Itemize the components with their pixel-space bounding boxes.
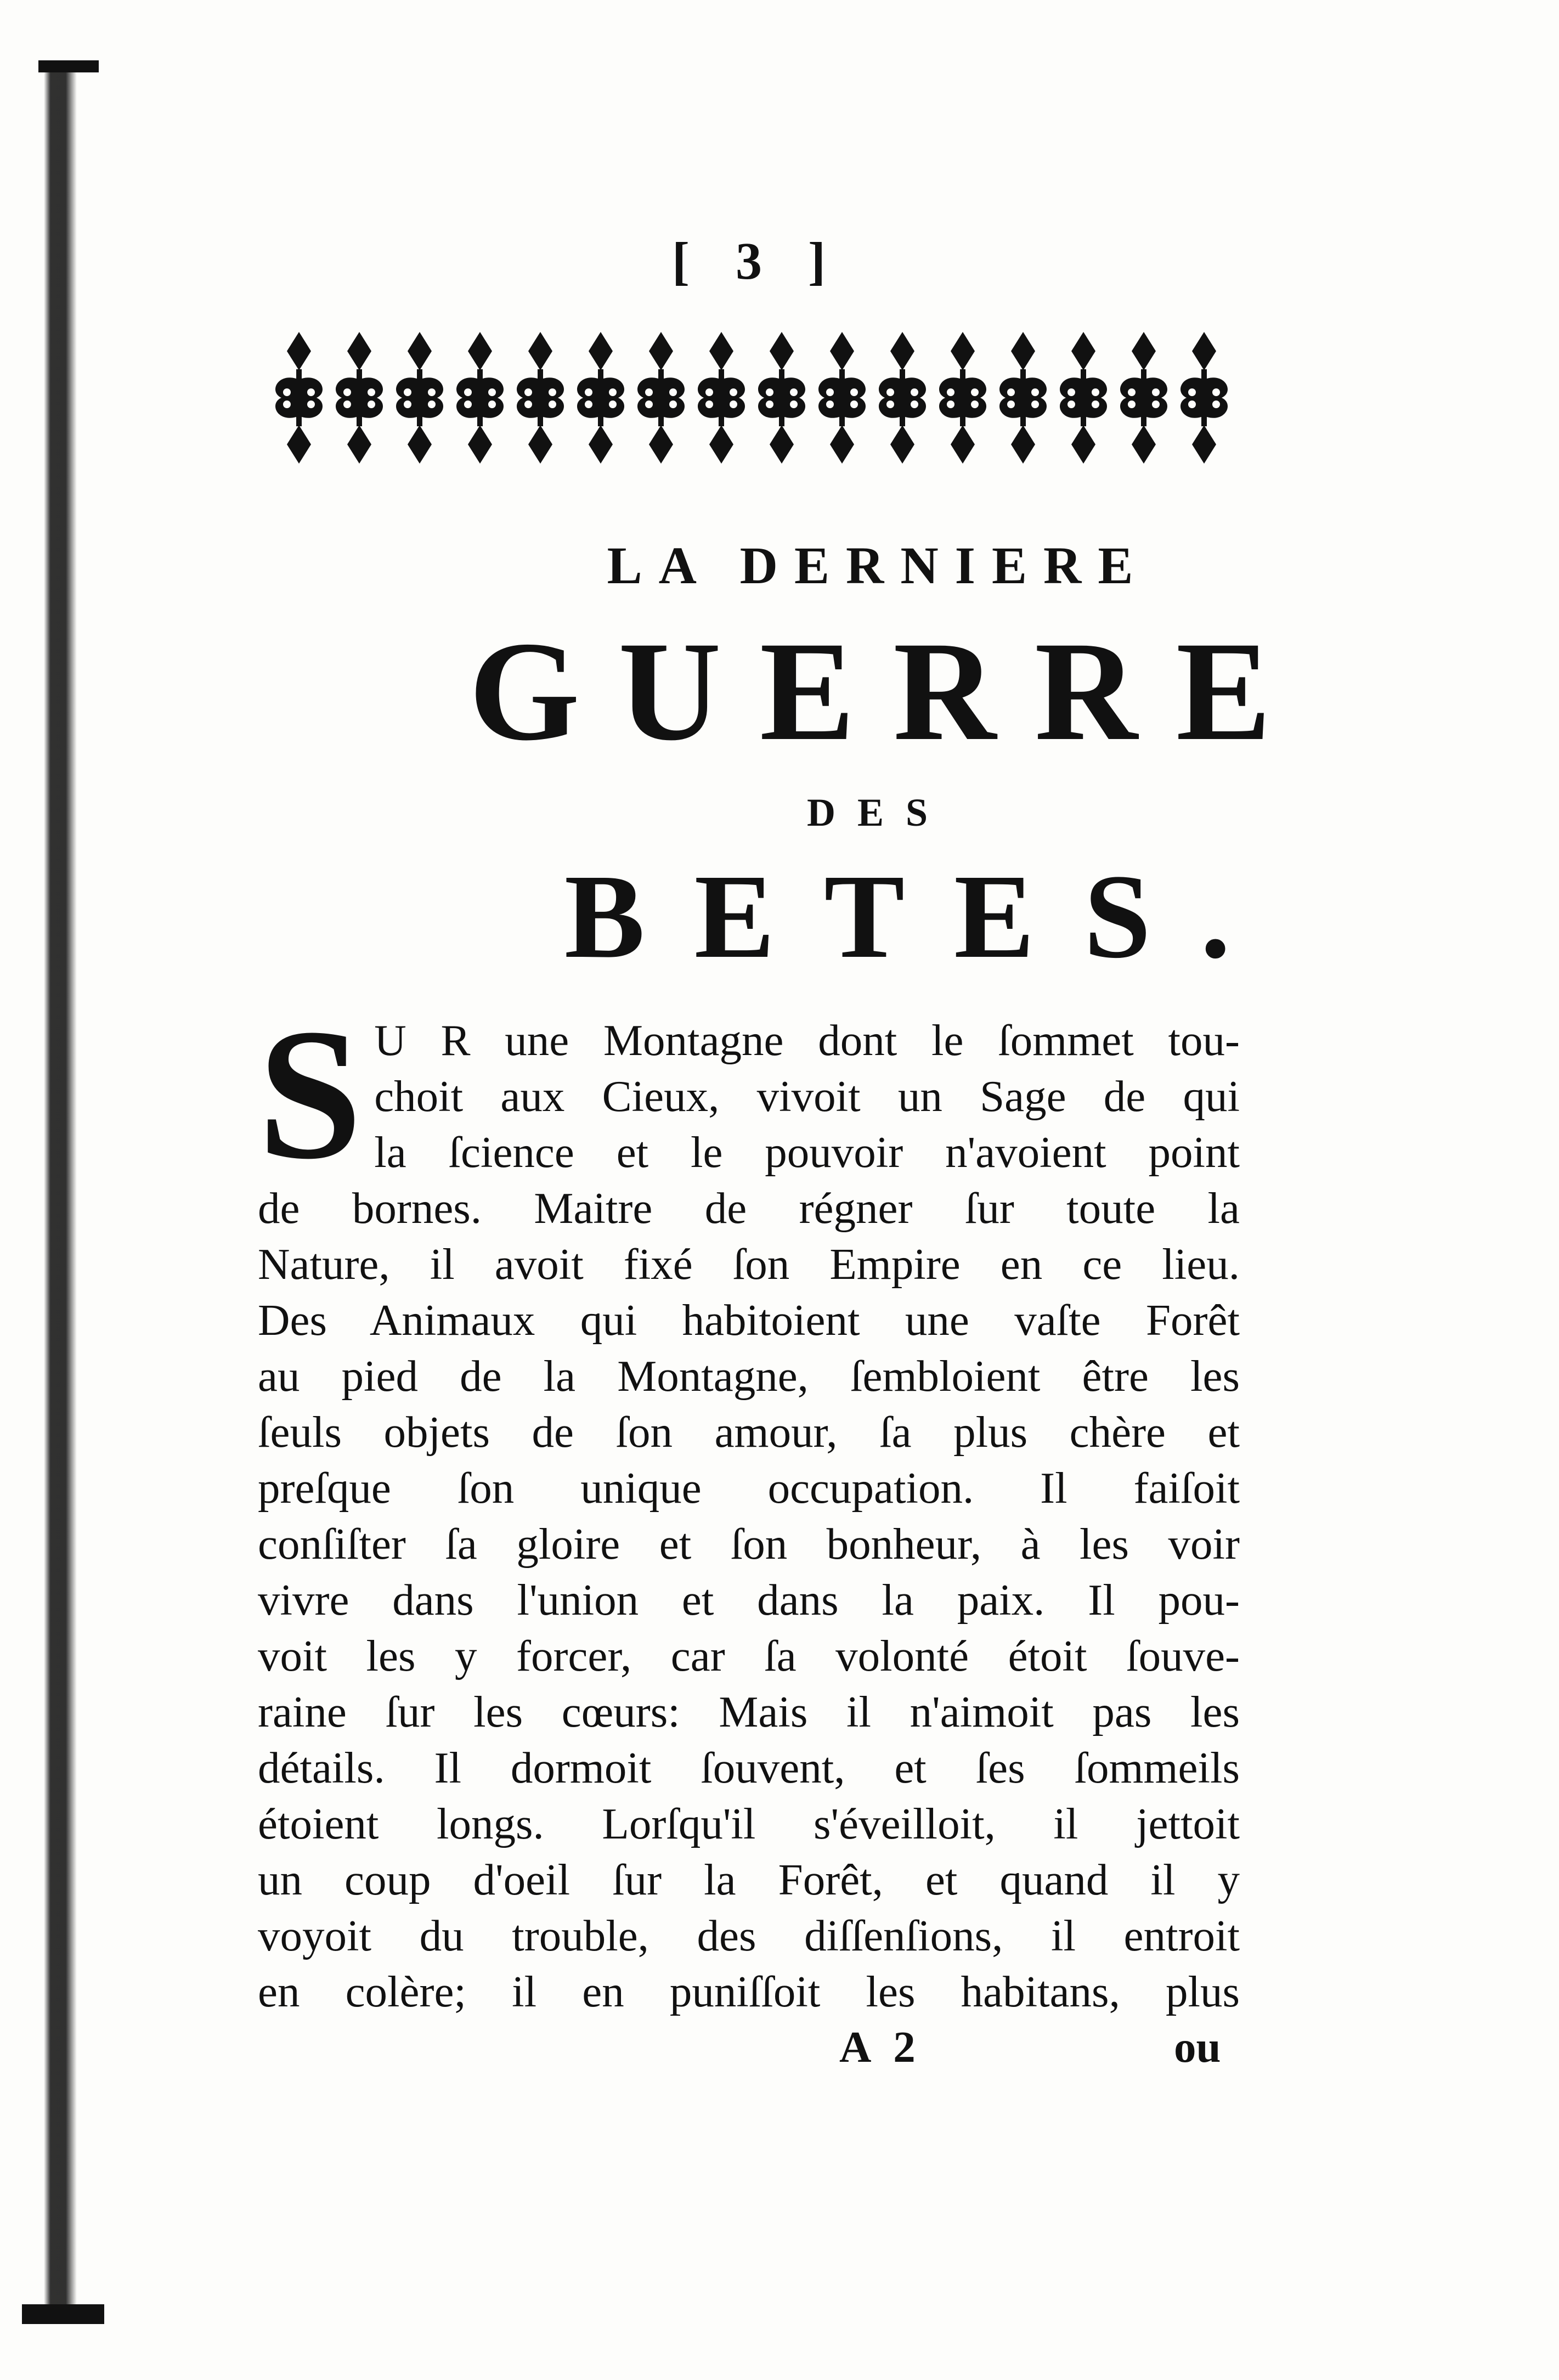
text-line: en colère; il en puniſſoit les habitans, plus <box>258 1967 1240 2016</box>
text-line: un coup d'oeil ſur la Forêt, et quand il y <box>258 1855 1240 1904</box>
text-line: étoient longs. Lorſqu'il s'éveilloit, il jettoit <box>258 1799 1240 1848</box>
text-line: conſiſter ſa gloire et ſon bonheur, à les voir <box>258 1519 1240 1569</box>
drop-cap: S <box>258 990 363 1198</box>
signature-mark: A 2 <box>839 2022 922 2072</box>
text-line: de bornes. Maitre de régner ſur toute la <box>258 1183 1240 1233</box>
fleuron-ornament-icon <box>269 318 1234 477</box>
text-line: voyoit du trouble, des diſſenſions, il entroit <box>258 1911 1240 1960</box>
binding-gutter-top <box>38 60 99 72</box>
text-line: choit aux Cieux, vivoit un Sage de qui <box>374 1071 1240 1121</box>
text-line: détails. Il dormoit ſouvent, et ſes ſommeils <box>258 1743 1240 1792</box>
text-line: la ſcience et le pouvoir n'avoient point <box>374 1127 1240 1177</box>
text-line: vivre dans l'union et dans la paix. Il pou- <box>258 1575 1240 1625</box>
text-line: raine ſur les cœurs: Mais il n'aimoit pas les <box>258 1687 1240 1736</box>
title-line-3: DES <box>806 791 950 834</box>
text-line: au pied de la Montagne, ſembloient être les <box>258 1351 1240 1401</box>
page-number: [ 3 ] <box>672 232 842 290</box>
title-line-4: BETES. <box>564 849 1280 983</box>
binding-gutter <box>44 60 82 2315</box>
text-line: ſeuls objets de ſon amour, ſa plus chère et <box>258 1407 1240 1457</box>
title-line-2: GUERRE <box>468 612 1310 770</box>
text-line: Nature, il avoit fixé ſon Empire en ce lieu. <box>258 1239 1240 1289</box>
text-line: Des Animaux qui habitoient une vaſte Forêt <box>258 1295 1240 1345</box>
text-line: voit les y forcer, car ſa volonté étoit ſouve- <box>258 1631 1240 1680</box>
title-line-1: LA DERNIERE <box>607 536 1150 595</box>
fleuron-ornament-band <box>269 318 1234 477</box>
catchword: ou <box>1174 2022 1221 2072</box>
text-line: U R une Montagne dont le ſommet tou- <box>374 1016 1240 1065</box>
body-paragraph <box>258 990 1240 2020</box>
binding-gutter-bottom <box>22 2304 104 2324</box>
text-line: preſque ſon unique occupation. Il faiſoit <box>258 1463 1240 1513</box>
